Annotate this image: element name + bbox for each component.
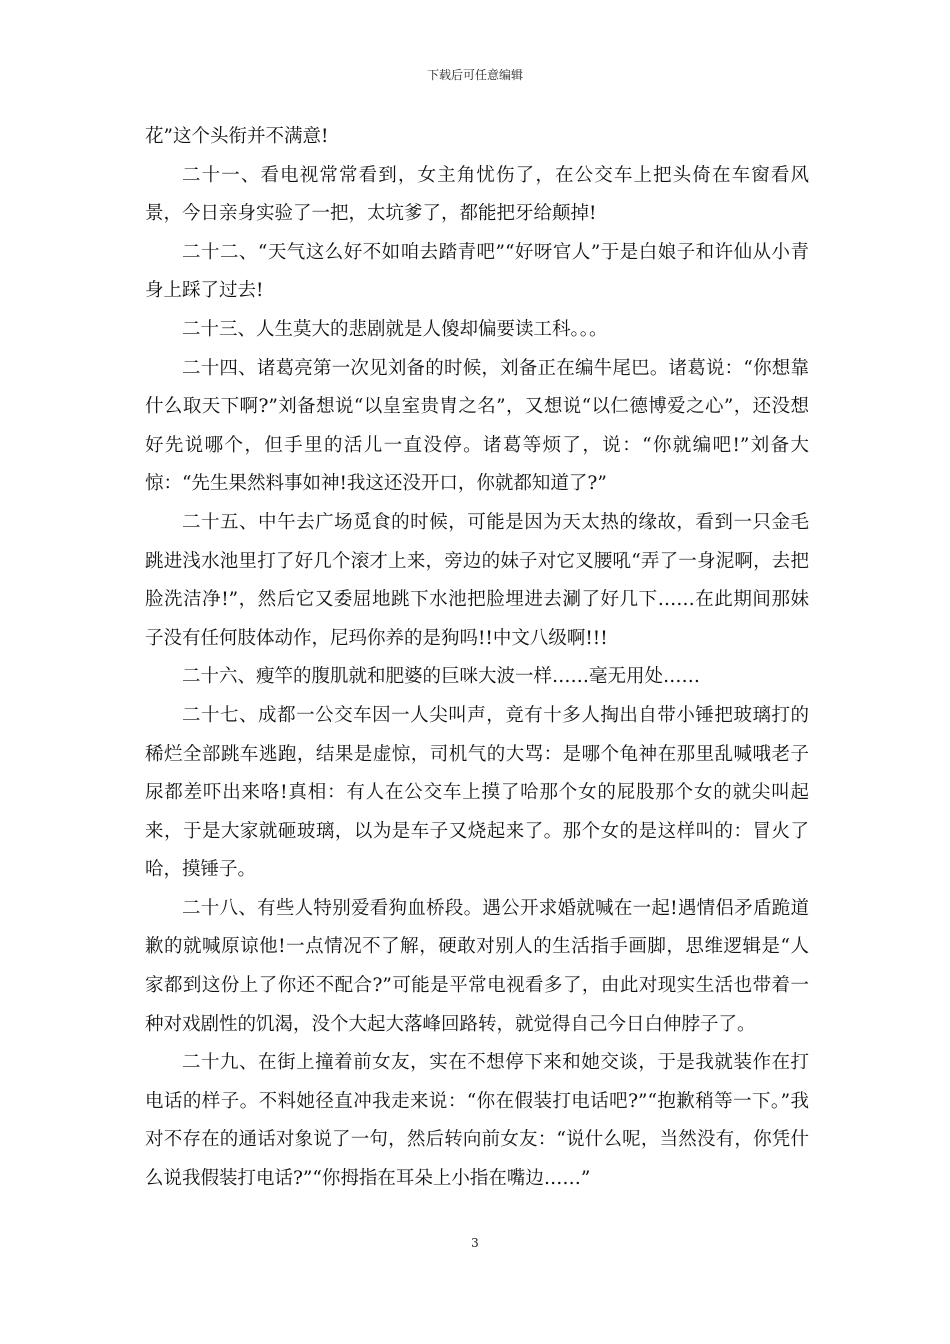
document-body [145, 118, 809, 1199]
paragraph-27: 二十七、成都一公交车因一人尖叫声，竟有十多人掏出自带小锤把玻璃打的稀烂全部跳车逃跑，结果是虚惊，司机气的大骂：是哪个龟神在那里乱喊哦老子尿都差吓出来咯!真相：有人在公交车上摸了哈那个女的屁股那个女的就尖叫起来，于是大家就砸玻璃，以为是车子又烧起来了。那个女的是这样叫的：冒火了哈，摸锤子。 [145, 704, 809, 881]
paragraph-22: 二十二、“天气这么好不如咱去踏青吧”“好呀官人”于是白娘子和许仙从小青身上踩了过去! [145, 241, 809, 302]
paragraph-29: 二十九、在街上撞着前女友，实在不想停下来和她交谈，于是我就装作在打电话的样子。不料她径直冲我走来说：“你在假装打电话吧?”“抱歉稍等一下。”我对不存在的通话对象说了一句，然后转向前女友：“说什么呢，当然没有，你凭什么说我假装打电话?”“你拇指在耳朵上小指在嘴边……” [145, 1052, 809, 1190]
paragraph-25: 二十五、中午去广场觅食的时候，可能是因为天太热的缘故，看到一只金毛跳进浅水池里打了好几个滚才上来，旁边的妹子对它叉腰吼“弄了一身泥啊，去把脸洗洁净!”，然后它又委屈地跳下水池把脸埋进去涮了好几下……在此期间那妹子没有任何肢体动作，尼玛你养的是狗吗!!中文八级啊!!! [145, 511, 809, 649]
paragraph-26: 二十六、瘦竿的腹肌就和肥婆的巨咪大波一样……毫无用处…… [182, 666, 701, 688]
paragraph-28: 二十八、有些人特别爱看狗血桥段。遇公开求婚就喊在一起!遇情侣矛盾跪道歉的就喊原谅他!一点情况不了解，硬敢对别人的生活指手画脚，思维逻辑是“人家都到这份上了你还不配合?”可能是平常电视看多了，由此对现实生活也带着一种对戏剧性的饥渴，没个大起大落峰回路转，就觉得自己今日白伸脖子了。 [145, 897, 809, 1035]
paragraph-24: 二十四、诸葛亮第一次见刘备的时候，刘备正在编牛尾巴。诸葛说：“你想靠什么取天下啊?”刘备想说“以皇室贵胄之名”，又想说“以仁德博爱之心”，还没想好先说哪个，但手里的活儿一直没停。诸葛等烦了，说：“你就编吧!”刘备大惊：“先生果然料事如神!我这还没开口，你就都知道了?” [145, 357, 809, 495]
paragraph-23: 二十三、人生莫大的悲剧就是人傻却偏要读工科。。。 [182, 318, 608, 340]
page-header: 下载后可任意编辑 [426, 68, 523, 82]
paragraph-continuation: 花”这个头衔并不满意! [145, 126, 329, 147]
paragraph-21: 二十一、看电视常常看到，女主角忧伤了，在公交车上把头倚在车窗看风景，今日亲身实验了一把，太坑爹了，都能把牙给颠掉! [145, 164, 809, 225]
page-number: 3 [471, 1236, 479, 1250]
